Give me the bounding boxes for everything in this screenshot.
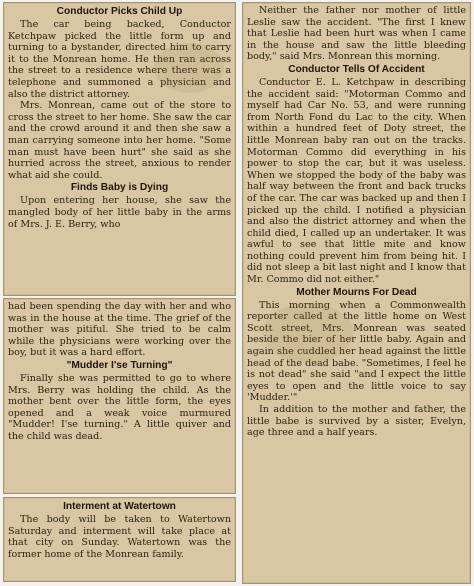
paragraph: Upon entering her house, she saw the mangled body of her little baby in the arms of Mrs. J. E. Berry, who	[8, 195, 231, 230]
paragraph: Neither the father nor mother of little Leslie saw the accident. "The first I knew that Leslie had been hurt was when I came in the house and saw the little bleeding body," said Mrs. Monrean this morning.	[247, 5, 466, 63]
paragraph: The car being backed, Conductor Ketchpaw picked the little form up and turning to a bystander, directed him to carry it to the Monrean home. He then ran across the street to a residence where there was a telephone and summoned a physician and also the district attorney.	[8, 19, 231, 100]
headline-finds-baby-dying: Finds Baby is Dying	[70, 182, 169, 194]
headline-interment-at-watertown: Interment at Watertown	[63, 501, 176, 512]
headline-mother-mourns-for-dead: Mother Mourns For Dead	[296, 286, 417, 298]
paragraph: This morning when a Commonwealth reporter called at the little home on West Scott street, Mrs. Monrean was seated beside the bier of her little baby. Again and again she cuddled her head against the little head of the dead babe. "Sometimes, I feel he is not dead" she said "and I expect the little eyes to open and the little voice to say 'Mudder.'"	[247, 299, 466, 404]
paragraph: Mrs. Monrean, came out of the store to cross the street to her home. She saw the car and the crowd around it and then she saw a man carrying someone into her home. "Some man must have been hurt" she said as she hurried across the street, anxious to render what aid she could.	[8, 100, 231, 181]
paragraph: In addition to the mother and father, the little babe is survived by a sister, Evelyn, age three and a half years.	[247, 404, 466, 439]
clipping-column-1-bottom	[3, 497, 236, 582]
clipping-column-2	[242, 2, 471, 584]
headline-mudder-ise-turning: "Mudder I'se Turning"	[66, 359, 173, 371]
headline-conductor-tells-of-accident: Conductor Tells Of Accident	[288, 63, 425, 75]
headline-conductor-picks-child-up: Conductor Picks Child Up	[56, 6, 183, 17]
paragraph: Conductor E. L. Ketchpaw in describing the accident said: "Motorman Commo and myself had Car No. 53, and were running from North Fond du Lac to the city. When within a hundred feet of Doty street, the little Monrean baby ran out on the tracks. Motorman Commo did everything in his power to stop the car, but it was useless. When we stopped the body of the baby was half way between the front and back trucks of the car. The car was backed up and then I picked up the child. I notified a physician and also the district attorney and when the child died, I called up an undertaker. It was awful to see that little mite and know nothing could prevent him from being hit. I did not sleep a bit last night and I know that Mr. Commo did not either."	[247, 76, 466, 286]
paragraph: had been spending the day with her and who was in the house at the time. The grief of the mother was pitiful. She tried to be calm while the physicians were working over the boy, but it was a hard effort.	[8, 301, 231, 359]
clipping-column-1-top	[3, 2, 236, 296]
clipping-column-1-middle	[3, 298, 236, 494]
paragraph: Finally she was permitted to go to where Mrs. Berry was holding the child. As the mother bent over the little form, the eyes opened and a weak voice murmured "Mudder! I'se turning." A little quiver and the child was dead.	[8, 372, 231, 442]
paragraph: The body will be taken to Watertown Saturday and interment will take place at that city on Sunday. Watertown was the former home of the Monrean family.	[8, 514, 231, 560]
